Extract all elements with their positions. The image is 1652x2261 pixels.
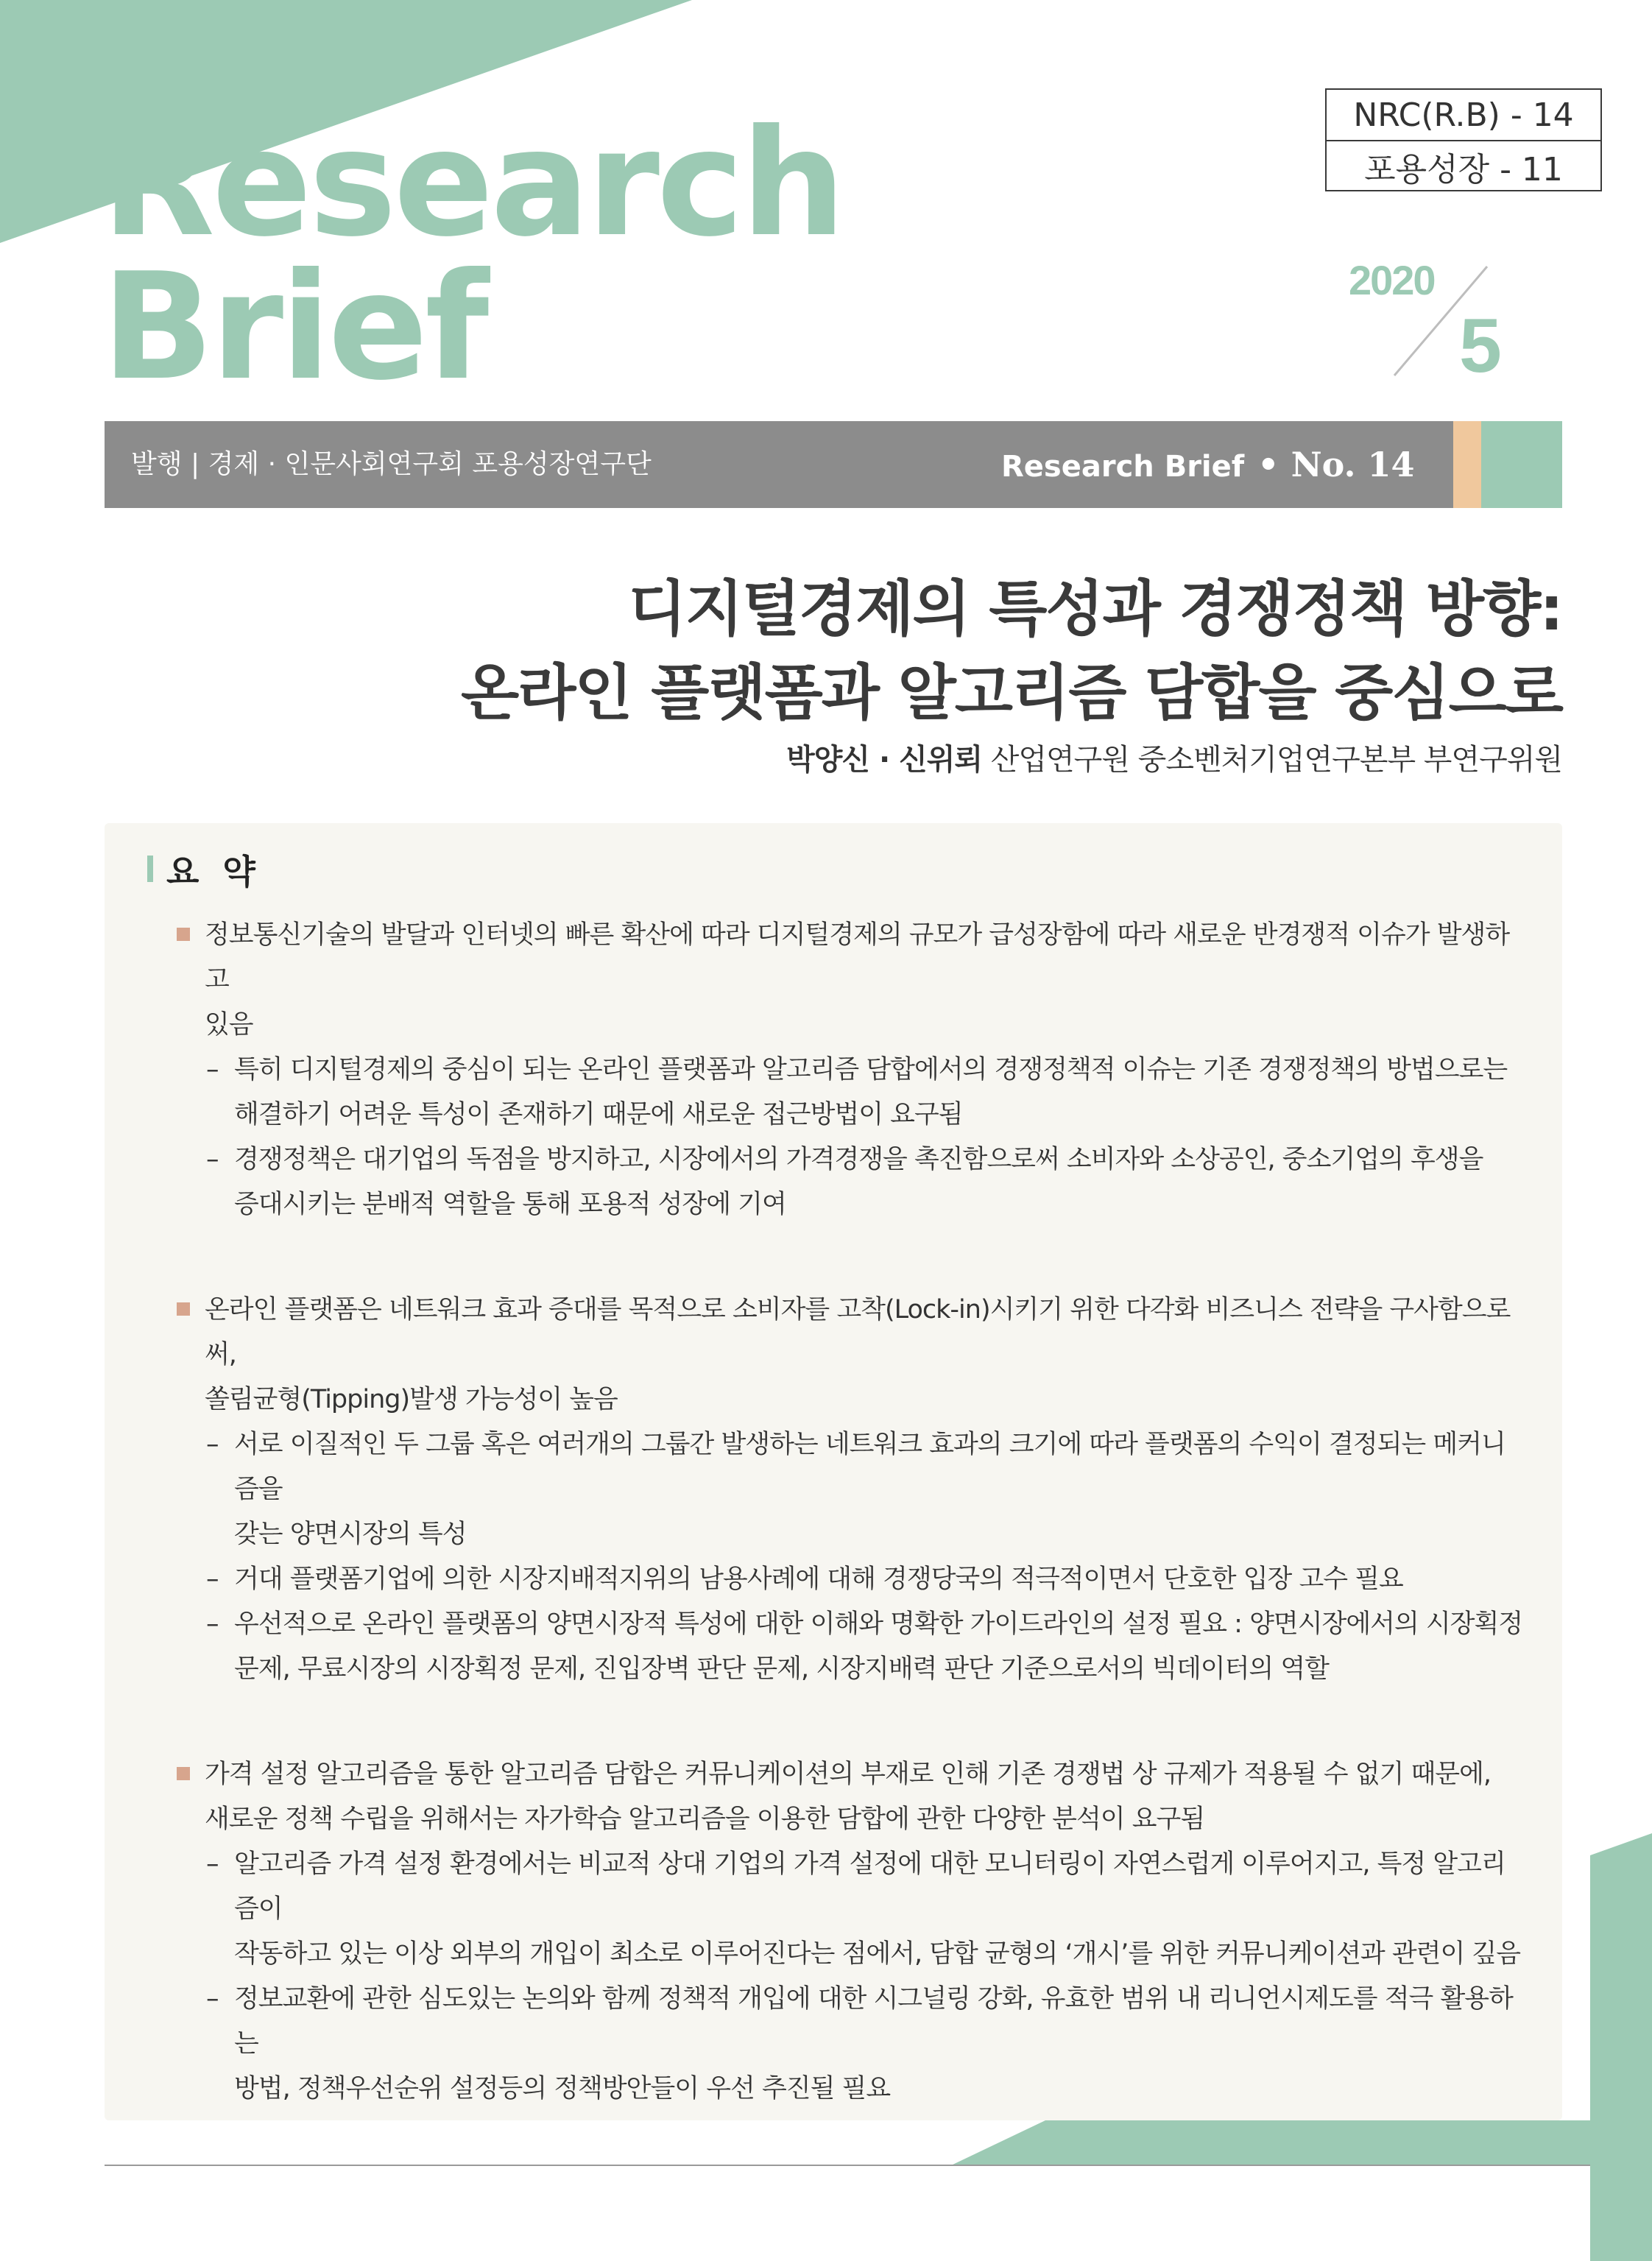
summary-sub-item xyxy=(177,1048,1524,1137)
publisher-text: 발행 | 경제 · 인문사회연구회 포용성장연구단 xyxy=(131,449,652,479)
dash-bullet-icon: – xyxy=(206,1849,219,1879)
summary-section xyxy=(177,1288,1524,1692)
summary-sub-text-line: 문제, 무료시장의 시장획정 문제, 진입장벽 판단 문제, 시장지배력 판단 기준으로서의 빅데이터의 역할 xyxy=(234,1654,1329,1684)
summary-sub-item xyxy=(177,1137,1524,1227)
summary-sub-text-line: 갖는 양면시장의 특성 xyxy=(234,1520,467,1549)
summary-bullet-item xyxy=(177,913,1524,1048)
publisher-bar-tab xyxy=(1481,421,1562,508)
publisher-bar-accent xyxy=(1453,421,1481,508)
summary-bullet-text-line: 있음 xyxy=(205,1010,253,1040)
summary-bullet-item xyxy=(177,1288,1524,1422)
summary-sub-item xyxy=(177,1842,1524,1977)
summary-sub-text-line: 정보교환에 관한 심도있는 논의와 함께 정책적 개입에 대한 시그널링 강화, 유효한 범위 내 리니언시제도를 적극 활용하는 xyxy=(234,1984,1513,2059)
summary-heading: 요 약 xyxy=(166,852,261,892)
summary-bullet-text-line: 정보통신기술의 발달과 인터넷의 빠른 확산에 따라 디지털경제의 규모가 급성장함에 따라 새로운 반경쟁적 이슈가 발생하고 xyxy=(205,920,1510,995)
summary-sub-text-line: 증대시키는 분배적 역할을 통해 포용적 성장에 기여 xyxy=(234,1190,786,1219)
report-code-box xyxy=(1325,88,1602,191)
summary-sub-text-line: 우선적으로 온라인 플랫폼의 양면시장적 특성에 대한 이해와 명확한 가이드라인의 설정 필요 : 양면시장에서의 시장획정 xyxy=(234,1609,1523,1639)
dash-bullet-icon: – xyxy=(206,1055,219,1084)
summary-bullet-item xyxy=(177,1752,1524,1842)
summary-sub-item xyxy=(177,1602,1524,1692)
author-line xyxy=(786,736,1562,778)
summary-content xyxy=(177,913,1524,2172)
author-names: 박양신 · 신위뢰 xyxy=(786,743,983,777)
summary-sub-item xyxy=(177,1977,1524,2112)
summary-section xyxy=(177,1752,1524,2112)
summary-sub-text-line: 특히 디지털경제의 중심이 되는 온라인 플랫폼과 알고리즘 담합에서의 경쟁정책적 이슈는 기존 경쟁정책의 방법으로는 xyxy=(234,1055,1508,1084)
report-code-nrc: NRC(R.B) - 14 xyxy=(1353,96,1574,134)
summary-bullet-text-line: 가격 설정 알고리즘을 통한 알고리즘 담합은 커뮤니케이션의 부재로 인해 기존 경쟁법 상 규제가 적용될 수 없기 때문에, xyxy=(205,1760,1492,1789)
summary-sub-text-line: 서로 이질적인 두 그룹 혹은 여러개의 그룹간 발생하는 네트워크 효과의 크기에 따라 플랫폼의 수익이 결정되는 메커니즘을 xyxy=(234,1430,1505,1504)
summary-sub-text-line: 해결하기 어려운 특성이 존재하기 때문에 새로운 접근방법이 요구됨 xyxy=(234,1100,963,1129)
brand-research-word: Research xyxy=(102,98,843,269)
dash-bullet-icon: – xyxy=(206,1984,219,2014)
issue-year: 2020 xyxy=(1349,257,1435,303)
summary-sub-text-line: 경쟁정책은 대기업의 독점을 방지하고, 시장에서의 가격경쟁을 촉진함으로써 소비자와 소상공인, 중소기업의 후생을 xyxy=(234,1145,1483,1174)
publisher-issue-number: • No. 14 xyxy=(1257,445,1415,484)
page-title-line-2: 온라인 플랫폼과 알고리즘 담합을 중심으로 xyxy=(460,658,1562,728)
summary-sub-text-line: 알고리즘 가격 설정 환경에서는 비교적 상대 기업의 가격 설정에 대한 모니터링이 자연스럽게 이루어지고, 특정 알고리즘이 xyxy=(234,1849,1505,1924)
summary-bullet-text-line: 쏠림균형(Tipping)발생 가능성이 높음 xyxy=(205,1385,618,1414)
dash-bullet-icon: – xyxy=(206,1565,219,1594)
summary-sub-item xyxy=(177,1557,1524,1602)
summary-bullet-text-line: 온라인 플랫폼은 네트워크 효과 증대를 목적으로 소비자를 고착(Lock-in)시키기 위한 다각화 비즈니스 전략을 구사함으로써, xyxy=(205,1295,1511,1369)
summary-section xyxy=(177,913,1524,1227)
summary-bullet-text-line: 새로운 정책 수립을 위해서는 자가학습 알고리즘을 이용한 담합에 관한 다양한 분석이 요구됨 xyxy=(205,1805,1205,1834)
dash-bullet-icon: – xyxy=(206,1145,219,1174)
issue-month: 5 xyxy=(1459,303,1502,389)
summary-sub-text-line: 방법, 정책우선순위 설정등의 정책방안들이 우선 추진될 필요 xyxy=(234,2074,891,2103)
dash-bullet-icon: – xyxy=(206,1609,219,1639)
footer-rule xyxy=(105,2165,1590,2166)
square-bullet-icon xyxy=(177,1302,190,1316)
author-affiliation: 산업연구원 중소벤처기업연구본부 부연구위원 xyxy=(990,743,1562,777)
square-bullet-icon xyxy=(177,1767,190,1780)
publisher-brand-name: Research Brief xyxy=(1001,450,1245,484)
report-code-series: 포용성장 - 11 xyxy=(1327,140,1600,191)
summary-sub-text-line: 작동하고 있는 이상 외부의 개입이 최소로 이루어진다는 점에서, 담합 균형의 ‘개시’를 위한 커뮤니케이션과 관련이 깊음 xyxy=(234,1939,1521,1969)
brand-brief-word: Brief xyxy=(102,241,487,413)
summary-sub-text-line: 거대 플랫폼기업에 의한 시장지배적지위의 남용사례에 대해 경쟁당국의 적극적이면서 단호한 입장 고수 필요 xyxy=(234,1565,1403,1594)
page-title-line-1: 디지털경제의 특성과 경쟁정책 방향: xyxy=(628,574,1562,644)
square-bullet-icon xyxy=(177,928,190,941)
summary-sub-item xyxy=(177,1422,1524,1557)
publisher-brand xyxy=(1001,421,1415,508)
dash-bullet-icon: – xyxy=(206,1430,219,1459)
